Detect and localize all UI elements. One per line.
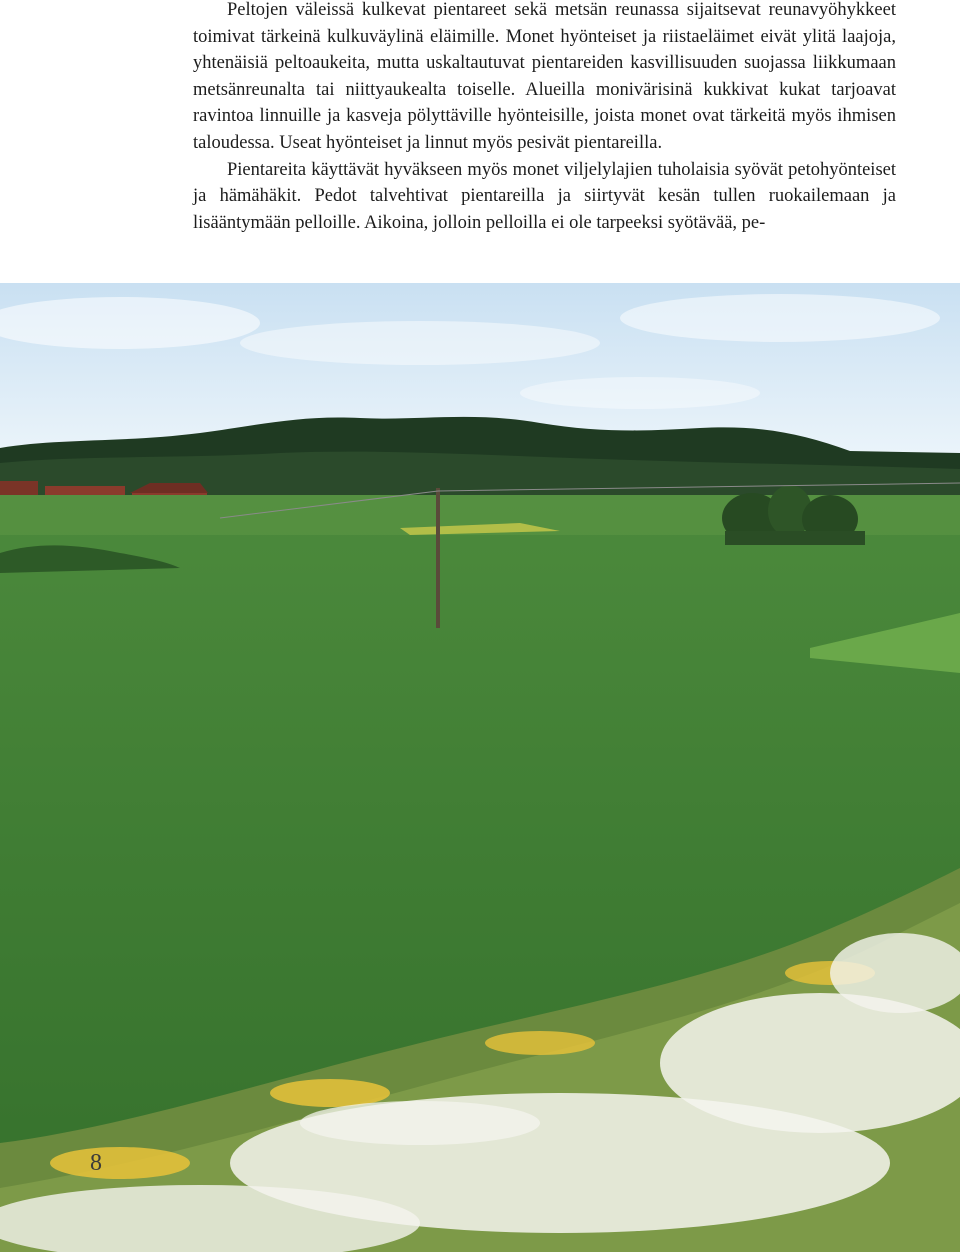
field-landscape-photo — [0, 283, 960, 1252]
paragraph-1: Peltojen väleissä kulkevat pientareet sekä metsän reunassa sijaitsevat reunavyöhykkeet toimivat tärkeinä kulkuväylinä eläimille. Monet hyönteiset ja riistaeläimet eivät ylitä laajoja, yhtenäisiä peltoaukeita, mutta uskaltautuvat pientareiden kasvillisuuden suojassa liikkumaan metsänreunalta tai niittyaukealta toiselle. Alueilla monivärisinä kukkivat kukat tarjoavat ravintoa linnuille ja kasveja pölyttäville hyönteisille, joista monet ovat tärkeitä myös ihmisen taloudessa. Useat hyönteiset ja linnut myös pesivät pientareilla. — [193, 0, 896, 153]
paragraph-2: Pientareita käyttävät hyväkseen myös monet viljelylajien tuholaisia syövät petohyönteiset ja hämähäkit. Pedot talvehtivat pientareilla ja siirtyvät kesän tullen ruokailemaan ja lisääntymään pelloille. Aikoina, jolloin pelloilla ei ole tarpeeksi syötävää, pe- — [193, 159, 896, 233]
page-number: 8 — [90, 1150, 102, 1176]
body-text — [193, 0, 896, 236]
